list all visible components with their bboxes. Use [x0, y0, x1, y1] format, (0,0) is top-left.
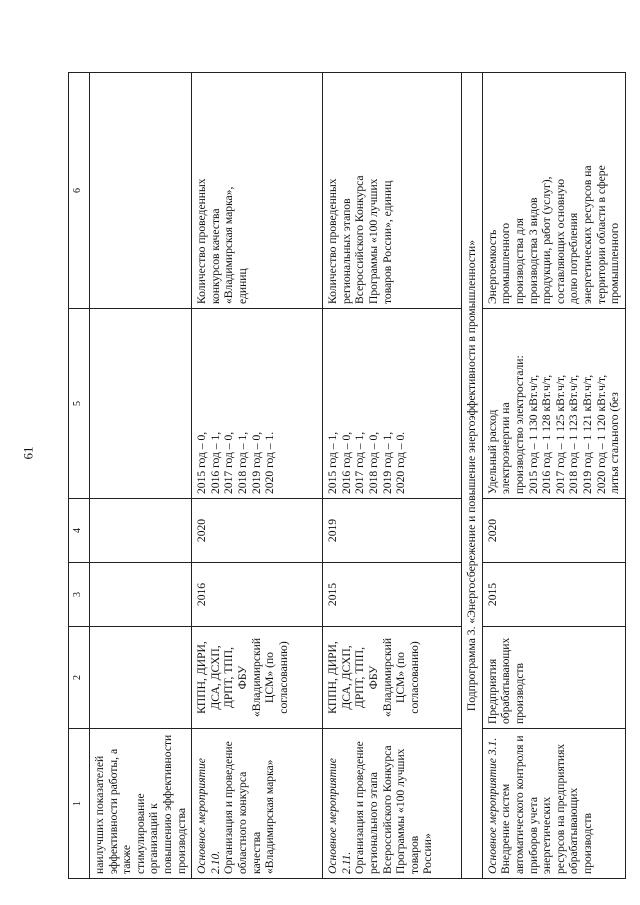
cell-indicator: Количество проведенных конкурсов качества «Владимирская марка», единиц [192, 73, 323, 309]
program-table [68, 72, 626, 879]
measure-title: Основное мероприятие 3.1. [485, 737, 499, 874]
cell-end: 2019 [323, 499, 462, 563]
cell-executor: Предприятия обрабатывающих производств [482, 627, 625, 729]
cell-indicator: Количество проведенных региональных этапов Всероссийского Конкурса Программы «100 лучших товаров России», единиц [323, 73, 462, 309]
table-row [90, 73, 192, 879]
cell-executor: КППН, ДИРИ, ДСА, ДСХП, ДРПТ, ТПП, ФБУ «Владимирский ЦСМ» (по согласованию) [192, 627, 323, 729]
cell-end: 2020 [192, 499, 323, 563]
subprogram-row [462, 73, 483, 879]
col-header-5: 5 [69, 309, 90, 499]
page-number: 61 [20, 446, 36, 460]
cell-result [90, 309, 192, 499]
cell-measure [323, 729, 462, 879]
cell-start: 2016 [192, 563, 323, 627]
measure-text: Организация и проведение регионального этапа Всероссийского Конкурса Программы «100 лучших товаров России» [353, 741, 435, 874]
cell-end: 2020 [482, 499, 625, 563]
measure-text: Внедрение систем автоматического контроля и приборов учета энергетических ресурсов на предприятиях обрабатывающих производств [499, 735, 594, 874]
col-header-4: 4 [69, 499, 90, 563]
table-row [323, 73, 462, 879]
cell-start: 2015 [323, 563, 462, 627]
cell-measure [482, 729, 625, 879]
cell-start: 2015 [482, 563, 625, 627]
col-header-6: 6 [69, 73, 90, 309]
cell-result: 2015 год – 1, 2016 год – 0, 2017 год – 1, 2018 год – 0, 2019 год – 1, 2020 год – 0. [323, 309, 462, 499]
measure-title: Основное мероприятие 2.10. [195, 758, 222, 874]
cell-result: Удельный расход электроэнергии на производство электростали: 2015 год – 1 130 кВт.ч/т, 2016 год – 1 128 кВт.ч/т, 2017 год – 1 125 кВт.ч/т, 2018 год – 1 123 кВт.ч/т, 2019 год – 1 121 кВт.ч/т, 2020 год – 1 120 кВт.ч/т, литья стального (без [482, 309, 625, 499]
cell-end [90, 499, 192, 563]
rotated-page [68, 73, 622, 879]
cell-executor [90, 627, 192, 729]
measure-text: Организация и проведение областного конкурса качества «Владимирская марка» [222, 741, 277, 874]
col-header-3: 3 [69, 563, 90, 627]
table-row [192, 73, 323, 879]
cell-measure: наилучших показателей эффективности работы, а также стимулирование организаций к повышению эффективности производства [90, 729, 192, 879]
col-header-2: 2 [69, 627, 90, 729]
cell-indicator [90, 73, 192, 309]
cell-indicator: Энергоемкость промышленного производства для производства 3 видов продукции, работ (услуг), составляющих основную долю потребления энергетических ресурсов на территории области в сфере промышленного [482, 73, 625, 309]
cell-executor: КППН, ДИРИ, ДСА, ДСХП, ДРПТ, ТПП, ФБУ «Владимирский ЦСМ» (по согласованию) [323, 627, 462, 729]
cell-measure [192, 729, 323, 879]
cell-start [90, 563, 192, 627]
col-header-1: 1 [69, 729, 90, 879]
subprogram-title: Подпрограмма 3. «Энергосбережение и повышение энергоэффективности в промышленности» [462, 73, 483, 879]
header-row [69, 73, 90, 879]
cell-result: 2015 год – 0, 2016 год – 1, 2017 год – 0, 2018 год – 1, 2019 год – 0, 2020 год – 1. [192, 309, 323, 499]
measure-title: Основное мероприятие 2.11. [326, 758, 353, 874]
table-row [482, 73, 625, 879]
